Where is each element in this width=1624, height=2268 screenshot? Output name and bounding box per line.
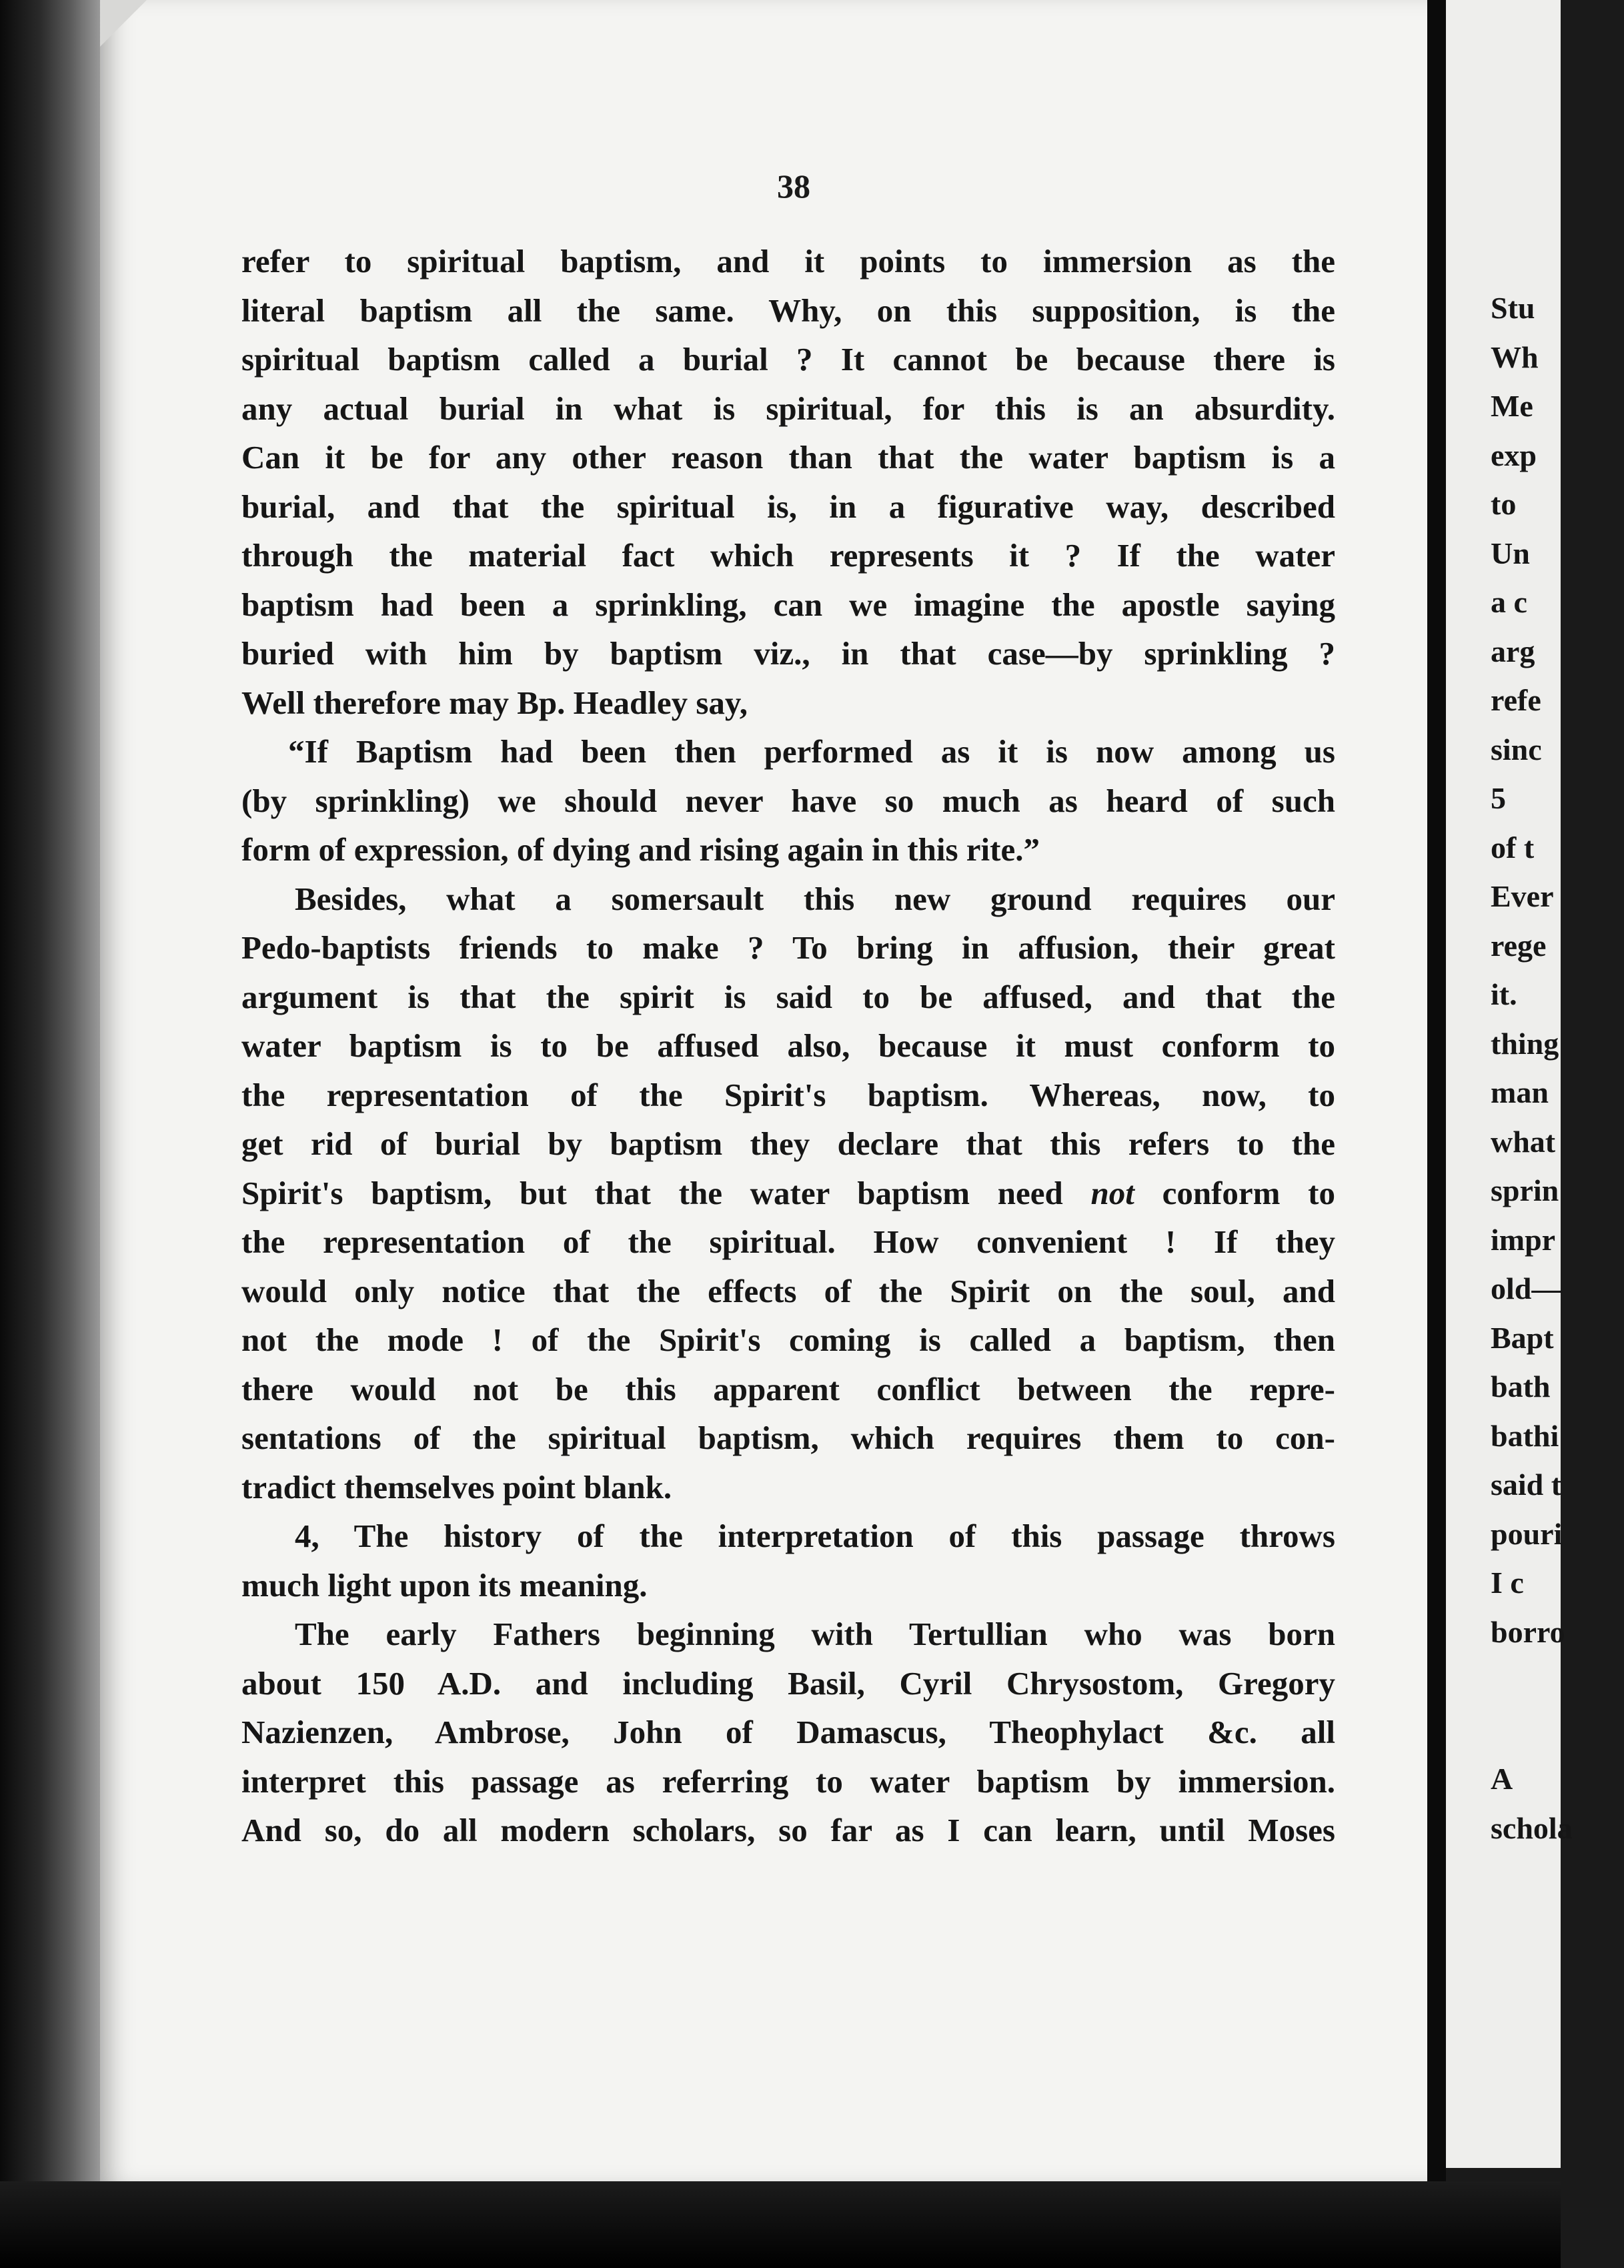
adjacent-fragment: borro bbox=[1491, 1614, 1565, 1649]
text-line: “If Baptism had been then performed as it is now among us bbox=[288, 733, 1335, 770]
text-line: And so, do all modern scholars, so far as I can learn, until Moses bbox=[241, 1812, 1335, 1848]
text-line: about 150 A.D. and including Basil, Cyril Chrysostom, Gregory bbox=[241, 1664, 1335, 1702]
adjacent-fragment: old— bbox=[1491, 1271, 1563, 1305]
text-line: form of expression, of dying and rising again in this rite.” bbox=[241, 831, 1040, 868]
adjacent-fragment: Ever bbox=[1491, 879, 1554, 913]
adjacent-fragment: bathi bbox=[1491, 1418, 1559, 1453]
adjacent-fragment: man bbox=[1491, 1075, 1549, 1109]
adjacent-fragment: rege bbox=[1491, 928, 1547, 963]
adjacent-fragment: thing bbox=[1491, 1026, 1559, 1061]
page-number: 38 bbox=[777, 167, 810, 205]
text-line: spiritual baptism called a burial ? It cannot be because there is bbox=[241, 341, 1335, 378]
text-line: The early Fathers beginning with Tertullian who was born bbox=[295, 1616, 1335, 1652]
text-line: Besides, what a somersault this new ground requires our bbox=[295, 880, 1335, 917]
text-line: much light upon its meaning. bbox=[241, 1566, 648, 1604]
adjacent-fragment: I c bbox=[1491, 1566, 1524, 1600]
text-line: Can it be for any other reason than that the water baptism is a bbox=[241, 439, 1335, 476]
text-line: water baptism is to be affused also, because it must conform to bbox=[241, 1027, 1335, 1064]
text-line: through the material fact which represents it ? If the water bbox=[241, 537, 1335, 574]
adjacent-fragment: impr bbox=[1491, 1222, 1556, 1257]
text-line: Well therefore may Bp. Headley say, bbox=[241, 684, 748, 721]
text-line: literal baptism all the same. Why, on this supposition, is the bbox=[241, 292, 1335, 329]
binding-gutter bbox=[0, 0, 100, 2268]
text-line: buried with him by baptism viz., in that case—by sprinkling ? bbox=[241, 635, 1335, 672]
text-line: would only notice that the effects of the Spirit on the soul, and bbox=[241, 1272, 1335, 1309]
text-line: Spirit's baptism, but that the water baptism need not conform to bbox=[241, 1174, 1336, 1211]
adjacent-fragment: 5 bbox=[1491, 781, 1506, 815]
adjacent-fragment: a c bbox=[1491, 585, 1527, 619]
adjacent-fragment: A bbox=[1491, 1762, 1513, 1796]
text-line: argument is that the spirit is said to be affused, and that the bbox=[241, 978, 1335, 1015]
adjacent-fragment: of t bbox=[1491, 830, 1535, 865]
adjacent-fragment: refe bbox=[1491, 683, 1541, 717]
adjacent-fragment: bath bbox=[1491, 1369, 1551, 1403]
adjacent-fragment: said t bbox=[1491, 1468, 1562, 1502]
text-line: get rid of burial by baptism they declare that this refers to the bbox=[241, 1125, 1335, 1162]
adjacent-fragment: pouri bbox=[1491, 1516, 1563, 1551]
adjacent-fragment: sprin bbox=[1491, 1173, 1559, 1207]
page-body-text bbox=[241, 237, 1335, 1855]
adjacent-fragment: exp bbox=[1491, 438, 1537, 472]
page-corner bbox=[100, 0, 147, 47]
adjacent-fragment: Me bbox=[1491, 389, 1533, 423]
text-line: the representation of the spiritual. How convenient ! If they bbox=[241, 1223, 1335, 1260]
page-divider bbox=[1427, 0, 1446, 2268]
text-line: (by sprinkling) we should never have so much as heard of such bbox=[241, 782, 1335, 819]
text-line: Nazienzen, Ambrose, John of Damascus, Theophylact &c. all bbox=[241, 1714, 1335, 1750]
text-line: not the mode ! of the Spirit's coming is called a baptism, then bbox=[241, 1321, 1335, 1358]
adjacent-fragment: what bbox=[1491, 1124, 1556, 1159]
adjacent-page-text bbox=[1491, 284, 1624, 1852]
text-line: the representation of the Spirit's baptism. Whereas, now, to bbox=[241, 1076, 1335, 1113]
adjacent-fragment bbox=[1491, 1706, 1624, 1755]
text-line: Pedo-baptists friends to make ? To bring in affusion, their great bbox=[241, 929, 1335, 966]
adjacent-fragment: Wh bbox=[1491, 340, 1539, 374]
text-line: there would not be this apparent conflict between the repre- bbox=[241, 1370, 1335, 1407]
text-line: baptism had been a sprinkling, can we imagine the apostle saying bbox=[241, 586, 1335, 623]
adjacent-fragment: it. bbox=[1491, 977, 1517, 1011]
adjacent-fragment: Bapt bbox=[1491, 1320, 1554, 1355]
adjacent-fragment: sinc bbox=[1491, 732, 1542, 766]
adjacent-fragment: Un bbox=[1491, 536, 1530, 570]
text-line: any actual burial in what is spiritual, for this is an absurdity. bbox=[241, 390, 1335, 427]
adjacent-fragment: to bbox=[1491, 487, 1517, 521]
adjacent-fragment: Stu bbox=[1491, 291, 1535, 325]
adjacent-fragment: arg bbox=[1491, 634, 1535, 668]
adjacent-fragment bbox=[1491, 1656, 1624, 1706]
adjacent-fragment: schola bbox=[1491, 1810, 1573, 1845]
scan-bottom-edge bbox=[0, 2181, 1561, 2268]
text-line: burial, and that the spiritual is, in a figurative way, described bbox=[241, 488, 1335, 525]
text-line: sentations of the spiritual baptism, which requires them to con- bbox=[241, 1420, 1335, 1456]
text-line: interpret this passage as referring to water baptism by immersion. bbox=[241, 1762, 1335, 1800]
text-line: refer to spiritual baptism, and it points to immersion as the bbox=[241, 243, 1335, 279]
text-line: 4, The history of the interpretation of this passage throws bbox=[295, 1518, 1335, 1554]
text-line: tradict themselves point blank. bbox=[241, 1468, 672, 1506]
